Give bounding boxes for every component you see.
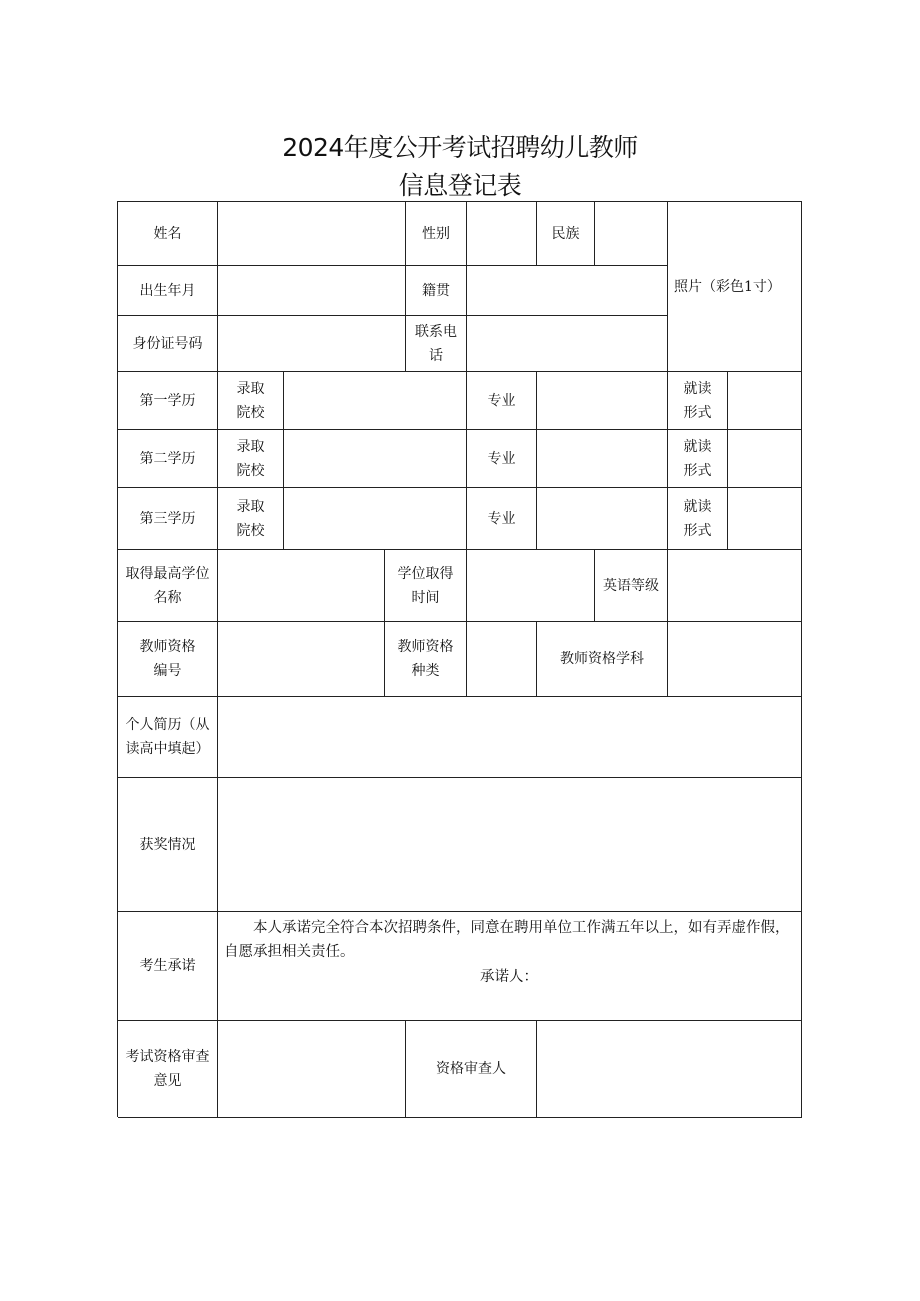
review-opinion-field[interactable] [218, 1021, 406, 1118]
edu2-mode-field[interactable] [728, 430, 802, 488]
gender-label: 性别 [406, 202, 467, 266]
awards-field[interactable] [218, 778, 802, 912]
birth-label: 出生年月 [118, 266, 218, 316]
degree-label: 取得最高学位名称 [118, 550, 218, 622]
edu1-major-label: 专业 [467, 372, 537, 430]
edu1-major-field[interactable] [537, 372, 668, 430]
resume-field[interactable] [218, 697, 802, 778]
reviewer-label: 资格审查人 [406, 1021, 537, 1118]
name-label: 姓名 [118, 202, 218, 266]
origin-field[interactable] [467, 266, 668, 316]
edu2-major-label: 专业 [467, 430, 537, 488]
awards-label: 获奖情况 [118, 778, 218, 912]
cert-number-label: 教师资格编号 [118, 622, 218, 697]
resume-label: 个人简历（从读高中填起） [118, 697, 218, 778]
edu3-mode-field[interactable] [728, 488, 802, 550]
gender-field[interactable] [467, 202, 537, 266]
edu1-school-field[interactable] [284, 372, 467, 430]
pledge-box [218, 912, 802, 1021]
phone-label: 联系电话 [406, 316, 467, 372]
pledge-signer-label: 承诺人： [480, 969, 538, 985]
english-level-label: 英语等级 [595, 550, 668, 622]
edu3-major-label: 专业 [467, 488, 537, 550]
phone-field[interactable] [467, 316, 668, 372]
pledge-text: 本人承诺完全符合本次招聘条件，同意在聘用单位工作满五年以上，如有弄虚作假，自愿承担相关责任。 [224, 920, 790, 960]
form-title-line2: 信息登记表 [398, 171, 522, 200]
photo-label: 照片（彩色1寸） [674, 278, 781, 295]
edu2-mode-label: 就读形式 [668, 430, 728, 488]
degree-field[interactable] [218, 550, 385, 622]
cert-number-field[interactable] [218, 622, 385, 697]
edu3-mode-label: 就读形式 [668, 488, 728, 550]
english-level-field[interactable] [668, 550, 802, 622]
edu1-school-label: 录取院校 [218, 372, 284, 430]
review-opinion-label: 考试资格审查意见 [118, 1021, 218, 1118]
edu3-school-label: 录取院校 [218, 488, 284, 550]
id-number-field[interactable] [218, 316, 406, 372]
registration-form-table [117, 201, 802, 1117]
cert-type-label: 教师资格种类 [385, 622, 467, 697]
cert-type-field[interactable] [467, 622, 537, 697]
edu3-major-field[interactable] [537, 488, 668, 550]
ethnicity-label: 民族 [537, 202, 595, 266]
edu2-label: 第二学历 [118, 430, 218, 488]
edu2-major-field[interactable] [537, 430, 668, 488]
degree-time-label: 学位取得时间 [385, 550, 467, 622]
id-number-label: 身份证号码 [118, 316, 218, 372]
pledge-label: 考生承诺 [118, 912, 218, 1021]
photo-box[interactable] [668, 202, 802, 372]
edu3-label: 第三学历 [118, 488, 218, 550]
origin-label: 籍贯 [406, 266, 467, 316]
birth-field[interactable] [218, 266, 406, 316]
cert-subject-field[interactable] [668, 622, 802, 697]
edu3-school-field[interactable] [284, 488, 467, 550]
edu1-mode-field[interactable] [728, 372, 802, 430]
name-field[interactable] [218, 202, 406, 266]
degree-time-field[interactable] [467, 550, 595, 622]
edu2-school-label: 录取院校 [218, 430, 284, 488]
ethnicity-field[interactable] [595, 202, 668, 266]
edu1-label: 第一学历 [118, 372, 218, 430]
edu2-school-field[interactable] [284, 430, 467, 488]
edu1-mode-label: 就读形式 [668, 372, 728, 430]
reviewer-field[interactable] [537, 1021, 802, 1118]
cert-subject-label: 教师资格学科 [537, 622, 668, 697]
form-title-line1: 2024年度公开考试招聘幼儿教师 [282, 133, 638, 162]
